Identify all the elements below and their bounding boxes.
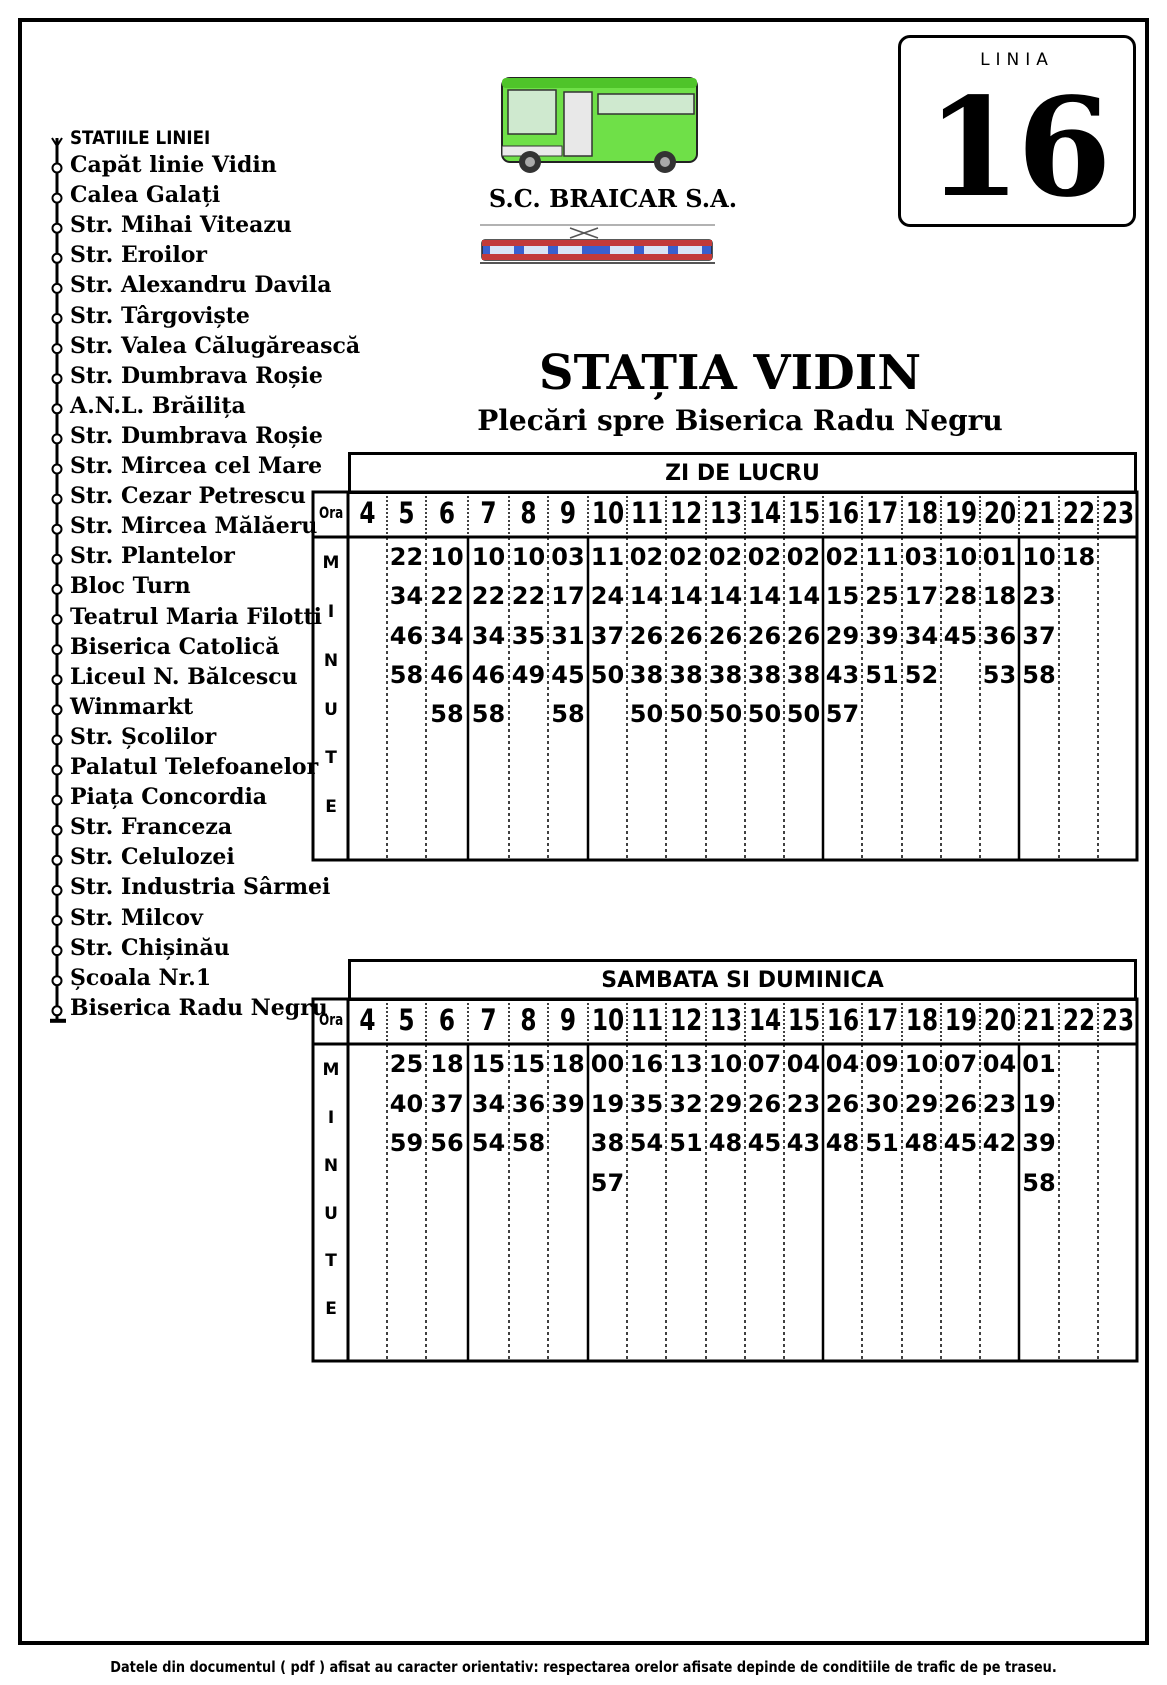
departure-minute: 38 — [590, 1129, 625, 1157]
station-item: Str. Milcov — [70, 904, 203, 931]
departure-minute: 54 — [471, 1129, 506, 1157]
departure-minute: 14 — [708, 582, 743, 611]
departure-minute: 26 — [747, 621, 782, 650]
hour-label: 18 — [905, 1003, 939, 1037]
minute-letter: E — [325, 1299, 337, 1320]
stop-title: STAȚIA VIDIN — [538, 345, 922, 401]
departure-minute: 18 — [982, 582, 1017, 611]
hour-label: 13 — [709, 1003, 743, 1037]
departure-minute: 23 — [982, 1089, 1017, 1118]
hour-label: 19 — [944, 496, 978, 530]
departure-minute: 10 — [471, 543, 506, 571]
departure-minute: 26 — [629, 621, 664, 650]
departure-minute: 48 — [825, 1129, 860, 1157]
departure-minute: 50 — [708, 700, 743, 729]
departure-minute: 22 — [389, 543, 424, 571]
departure-minute: 57 — [825, 700, 860, 729]
departure-minute: 02 — [669, 543, 703, 571]
departure-minute: 51 — [669, 1129, 703, 1157]
minute-letter: U — [324, 1203, 338, 1224]
departure-minute: 58 — [551, 700, 585, 729]
departure-minute: 31 — [551, 621, 585, 650]
station-item: Capăt linie Vidin — [70, 152, 277, 178]
departure-minute: 19 — [590, 1089, 625, 1118]
departure-minute: 38 — [786, 660, 821, 689]
station-item: Școala Nr.1 — [70, 964, 212, 991]
station-item: Str. Alexandru Davila — [70, 272, 332, 299]
departure-minute: 09 — [865, 1050, 899, 1078]
hour-label: 6 — [438, 496, 456, 530]
departure-minute: 38 — [669, 660, 703, 689]
hour-label: 12 — [670, 496, 703, 530]
disclaimer-footer: Datele din documentul ( pdf ) afisat au caracter orientativ: respectarea orelor afisate depinde de conditiile de trafic de pe traseu. — [110, 1658, 1057, 1676]
departure-minute: 10 — [943, 543, 978, 571]
departure-minute: 17 — [904, 582, 939, 611]
station-item: Biserica Radu Negru — [70, 994, 328, 1021]
hour-label: 9 — [559, 1003, 577, 1037]
line-label: LINIA — [980, 50, 1054, 70]
departure-minute: 50 — [747, 700, 782, 729]
station-item: Str. Cezar Petrescu — [70, 483, 306, 510]
departure-minute: 58 — [1022, 1168, 1056, 1197]
station-item: Str. Valea Călugărească — [70, 332, 361, 359]
station-item: Str. Mircea Mălăeru — [70, 513, 318, 540]
hour-label: 11 — [630, 496, 664, 530]
station-item: Str. Industria Sârmei — [70, 874, 331, 901]
hour-label: 16 — [826, 496, 860, 530]
departure-minute: 58 — [511, 1129, 546, 1157]
hour-label: 20 — [983, 1003, 1017, 1037]
hour-label: 10 — [591, 1003, 625, 1037]
departure-minute: 37 — [1022, 621, 1056, 650]
departure-minute: 29 — [708, 1089, 743, 1118]
ora-label: Ora — [319, 503, 344, 522]
departure-minute: 11 — [590, 543, 625, 571]
hour-label: 4 — [359, 1003, 376, 1037]
departure-minute: 11 — [865, 543, 899, 571]
departure-minute: 14 — [669, 582, 703, 611]
station-item: Piața Concordia — [70, 784, 268, 811]
departure-minute: 49 — [511, 660, 546, 689]
departure-minute: 34 — [389, 582, 424, 611]
departure-minute: 07 — [943, 1050, 978, 1078]
departure-minute: 16 — [629, 1050, 664, 1078]
station-item: Teatrul Maria Filotti — [70, 603, 323, 630]
line-number: 16 — [926, 68, 1108, 228]
station-item: A.N.L. Brăilița — [70, 392, 246, 419]
minute-letter: I — [327, 1107, 335, 1128]
company-name: S.C. BRAICAR S.A. — [488, 184, 738, 213]
minute-letter: N — [323, 650, 339, 671]
hour-label: 22 — [1062, 496, 1096, 530]
departure-minute: 59 — [389, 1129, 424, 1157]
departure-minute: 02 — [629, 543, 664, 571]
departure-minute: 15 — [825, 582, 860, 611]
departure-minute: 14 — [629, 582, 664, 611]
station-item: Str. Dumbrava Roșie — [70, 362, 323, 389]
departure-minute: 26 — [943, 1089, 978, 1118]
departure-minute: 53 — [982, 660, 1017, 689]
departure-minute: 45 — [747, 1129, 782, 1157]
departure-minute: 58 — [430, 700, 464, 729]
departure-minute: 52 — [904, 660, 939, 689]
weekend-heading: SAMBATA SI DUMINICA — [348, 959, 1137, 1001]
departure-minute: 45 — [943, 1129, 978, 1157]
hour-label: 5 — [398, 496, 415, 530]
hour-label: 13 — [709, 496, 743, 530]
departure-minute: 46 — [430, 660, 464, 689]
departure-minute: 29 — [825, 621, 860, 650]
departure-minute: 17 — [551, 582, 585, 611]
departure-minute: 36 — [511, 1089, 546, 1118]
minute-letter: T — [325, 748, 337, 769]
hour-label: 8 — [520, 1003, 537, 1037]
station-item: Palatul Telefoanelor — [70, 754, 319, 780]
departure-minute: 22 — [430, 582, 464, 611]
hour-label: 20 — [983, 496, 1017, 530]
departure-minute: 50 — [786, 700, 821, 729]
hour-label: 15 — [787, 1003, 821, 1037]
station-item: Str. Plantelor — [70, 543, 235, 570]
departure-minute: 38 — [629, 660, 664, 689]
departure-minute: 58 — [471, 700, 506, 729]
departure-minute: 26 — [786, 621, 821, 650]
departure-minute: 03 — [551, 543, 585, 571]
departure-minute: 46 — [389, 621, 424, 650]
departure-minute: 02 — [786, 543, 821, 571]
departure-minute: 39 — [865, 621, 899, 650]
station-item: Str. Eroilor — [70, 242, 207, 269]
departure-minute: 42 — [982, 1129, 1017, 1157]
departure-minute: 34 — [904, 621, 939, 650]
hour-label: 9 — [559, 496, 577, 530]
departure-minute: 37 — [430, 1089, 464, 1118]
station-item: Calea Galați — [70, 182, 221, 209]
hour-label: 4 — [359, 496, 376, 530]
departure-minute: 10 — [511, 543, 546, 571]
departure-minute: 30 — [865, 1089, 899, 1118]
departure-minute: 54 — [629, 1129, 664, 1157]
departure-minute: 26 — [747, 1089, 782, 1118]
stations-heading: STATIILE LINIEI — [70, 127, 211, 149]
departure-minute: 24 — [590, 582, 625, 611]
minute-letter: M — [322, 553, 340, 573]
minute-letter: N — [323, 1155, 339, 1176]
departure-minute: 26 — [708, 621, 743, 650]
weekday-heading: ZI DE LUCRU — [348, 452, 1137, 494]
station-item: Str. Mihai Viteazu — [70, 212, 292, 239]
station-item: Str. Celulozei — [70, 844, 235, 871]
departure-minute: 18 — [430, 1050, 464, 1078]
hour-label: 21 — [1023, 496, 1056, 530]
hour-label: 23 — [1101, 496, 1135, 530]
departure-minute: 01 — [982, 543, 1017, 571]
departure-minute: 15 — [471, 1050, 506, 1078]
departure-minute: 15 — [511, 1050, 546, 1078]
hour-label: 23 — [1101, 1003, 1135, 1037]
departure-minute: 22 — [471, 582, 506, 611]
station-item: Str. Mircea cel Mare — [70, 453, 323, 479]
departure-minute: 48 — [708, 1129, 743, 1157]
departure-minute: 34 — [471, 621, 506, 650]
departure-minute: 58 — [1022, 660, 1056, 689]
hour-label: 17 — [866, 496, 899, 530]
departure-minute: 00 — [590, 1050, 625, 1078]
minute-letter: E — [325, 797, 337, 818]
departure-minute: 50 — [590, 660, 625, 689]
hour-label: 18 — [905, 496, 939, 530]
ora-label: Ora — [319, 1010, 344, 1029]
departure-minute: 29 — [904, 1089, 939, 1118]
station-item: Str. Școlilor — [70, 723, 217, 750]
departure-minute: 39 — [1022, 1129, 1056, 1157]
departure-minute: 35 — [629, 1089, 664, 1118]
hour-label: 14 — [748, 496, 782, 530]
hour-label: 12 — [670, 1003, 703, 1037]
minute-letter: M — [322, 1060, 340, 1080]
hour-label: 5 — [398, 1003, 415, 1037]
departure-minute: 23 — [786, 1089, 821, 1118]
departure-minute: 35 — [511, 621, 546, 650]
departure-minute: 04 — [786, 1050, 821, 1078]
departure-minute: 50 — [669, 700, 703, 729]
departure-minute: 34 — [430, 621, 464, 650]
station-item: Biserica Catolică — [70, 633, 280, 660]
hour-label: 15 — [787, 496, 821, 530]
hour-label: 7 — [480, 1003, 497, 1037]
departure-minute: 40 — [389, 1089, 424, 1118]
departure-minute: 18 — [551, 1050, 585, 1078]
departure-minute: 34 — [471, 1089, 506, 1118]
minute-letter: I — [327, 601, 335, 622]
departure-minute: 19 — [1022, 1089, 1056, 1118]
hour-label: 10 — [591, 496, 625, 530]
departure-minute: 32 — [669, 1089, 703, 1118]
departure-minute: 39 — [551, 1089, 585, 1118]
departure-minute: 01 — [1022, 1050, 1056, 1078]
departure-minute: 13 — [669, 1050, 703, 1078]
departure-minute: 51 — [865, 660, 899, 689]
hour-label: 16 — [826, 1003, 860, 1037]
station-item: Str. Târgoviște — [70, 302, 250, 329]
departure-minute: 51 — [865, 1129, 899, 1157]
departure-minute: 03 — [904, 543, 939, 571]
departure-minute: 43 — [825, 660, 860, 689]
departure-minute: 25 — [865, 582, 899, 611]
departure-minute: 10 — [904, 1050, 939, 1078]
departure-minute: 45 — [943, 621, 978, 650]
station-item: Str. Franceza — [70, 814, 233, 841]
departure-minute: 07 — [747, 1050, 782, 1078]
departure-minute: 45 — [551, 660, 585, 689]
station-item: Bloc Turn — [70, 573, 191, 600]
departure-minute: 43 — [786, 1129, 821, 1157]
minute-letter: U — [324, 699, 338, 720]
direction-subtitle: Plecări spre Biserica Radu Negru — [477, 404, 1003, 437]
departure-minute: 46 — [471, 660, 506, 689]
departure-minute: 57 — [590, 1168, 625, 1197]
hour-label: 14 — [748, 1003, 782, 1037]
hour-label: 19 — [944, 1003, 978, 1037]
hour-label: 21 — [1023, 1003, 1056, 1037]
departure-minute: 28 — [943, 582, 978, 611]
departure-minute: 02 — [708, 543, 743, 571]
departure-minute: 26 — [825, 1089, 860, 1118]
departure-minute: 10 — [708, 1050, 743, 1078]
departure-minute: 02 — [825, 543, 860, 571]
departure-minute: 56 — [430, 1129, 464, 1157]
departure-minute: 58 — [389, 660, 424, 689]
station-item: Winmarkt — [70, 693, 194, 720]
departure-minute: 04 — [825, 1050, 860, 1078]
station-item: Liceul N. Bălcescu — [70, 663, 298, 690]
hour-label: 7 — [480, 496, 497, 530]
hour-label: 17 — [866, 1003, 899, 1037]
departure-minute: 14 — [747, 582, 782, 611]
departure-minute: 22 — [511, 582, 546, 611]
departure-minute: 38 — [747, 660, 782, 689]
departure-minute: 25 — [389, 1050, 424, 1078]
departure-minute: 36 — [982, 621, 1017, 650]
departure-minute: 10 — [1022, 543, 1056, 571]
departure-minute: 50 — [629, 700, 664, 729]
station-item: Str. Dumbrava Roșie — [70, 422, 323, 449]
departure-minute: 37 — [590, 621, 625, 650]
departure-minute: 10 — [430, 543, 464, 571]
departure-minute: 18 — [1061, 543, 1096, 571]
departure-minute: 23 — [1022, 582, 1056, 611]
hour-label: 22 — [1062, 1003, 1096, 1037]
departure-minute: 14 — [786, 582, 821, 611]
hour-label: 6 — [438, 1003, 456, 1037]
departure-minute: 04 — [982, 1050, 1017, 1078]
station-item: Str. Chișinău — [70, 934, 230, 961]
departure-minute: 48 — [904, 1129, 939, 1157]
minute-letter: T — [325, 1251, 337, 1272]
departure-minute: 38 — [708, 660, 743, 689]
departure-minute: 02 — [747, 543, 782, 571]
hour-label: 8 — [520, 496, 537, 530]
departure-minute: 26 — [669, 621, 703, 650]
hour-label: 11 — [630, 1003, 664, 1037]
